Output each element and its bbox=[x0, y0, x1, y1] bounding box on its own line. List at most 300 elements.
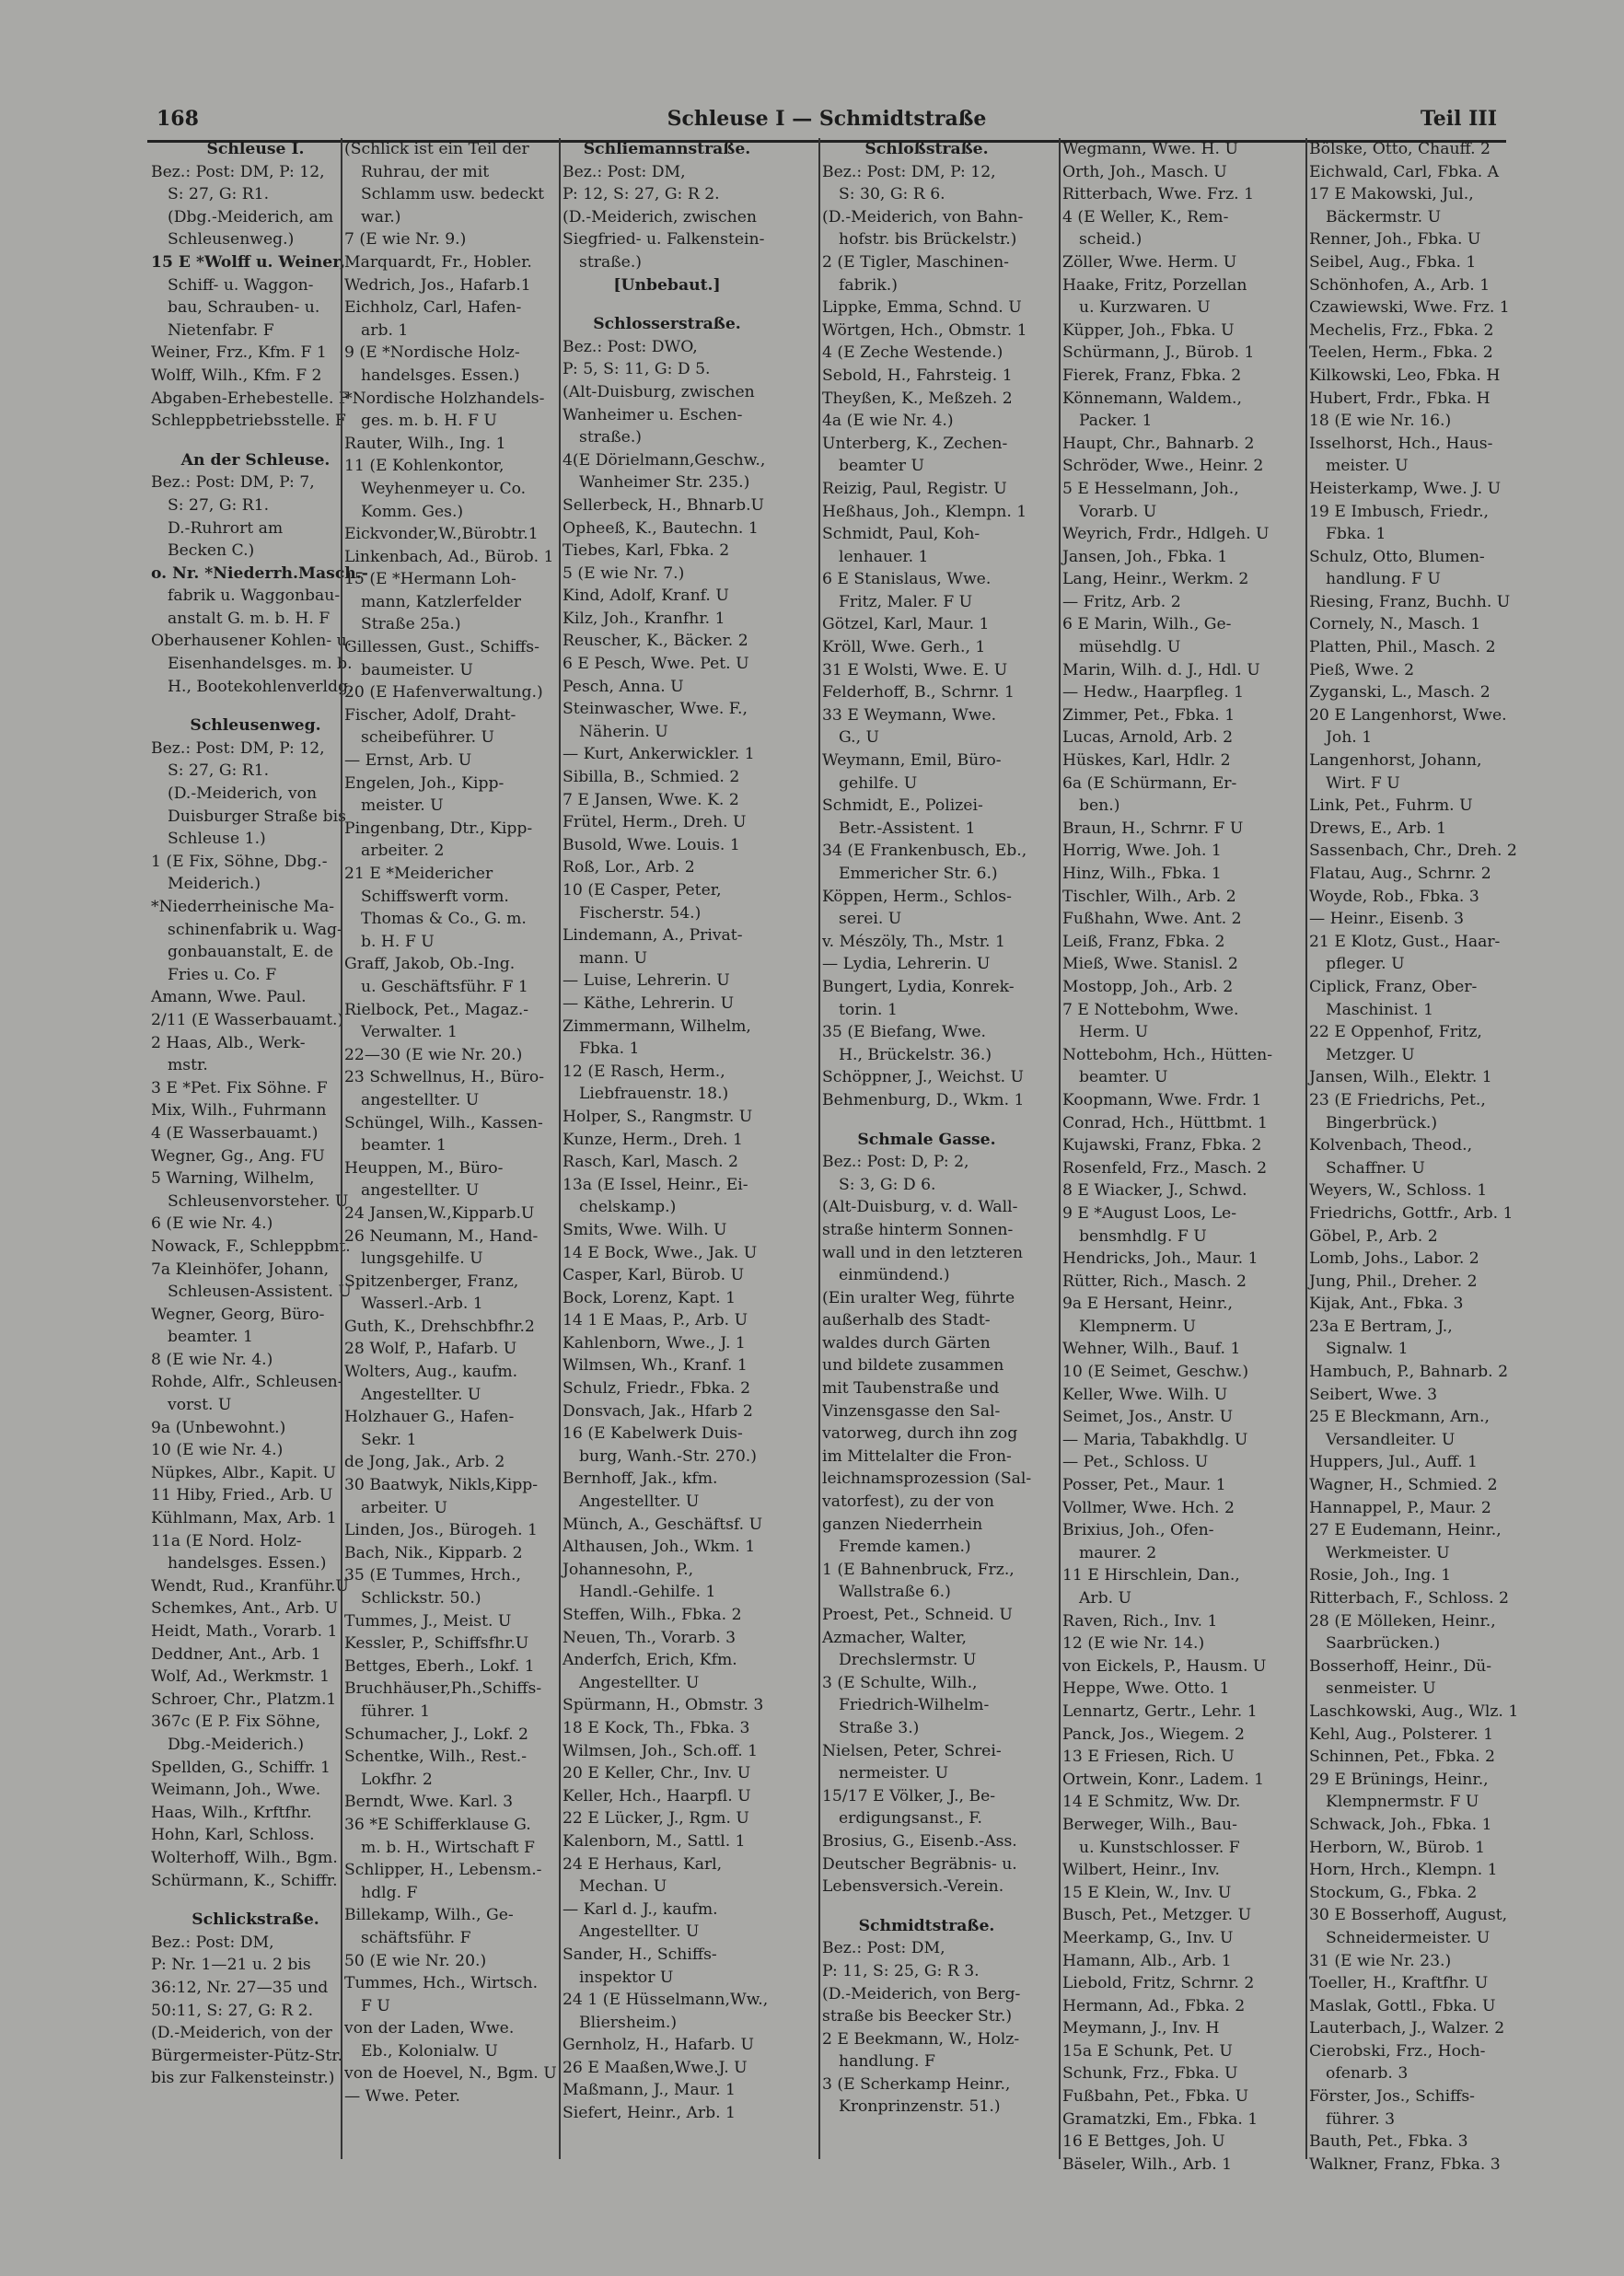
entry-line: fabrik u. Waggonbau- bbox=[168, 586, 341, 606]
entry-line: von de Hoevel, N., Bgm. U bbox=[344, 2064, 557, 2084]
entry-line: Hamann, Alb., Arb. 1 bbox=[1062, 1951, 1232, 1970]
entry-line: Verwalter. 1 bbox=[361, 1023, 458, 1042]
entry-line: Signalw. 1 bbox=[1326, 1340, 1409, 1359]
entry-line: Bungert, Lydia, Konrek- bbox=[822, 977, 1015, 996]
entry-line: Linden, Jos., Bürogeh. 1 bbox=[344, 1521, 538, 1540]
entry-line: maurer. 2 bbox=[1079, 1543, 1157, 1562]
entry-line: Reuscher, K., Bäcker. 2 bbox=[563, 632, 748, 651]
entry-line: einmündend.) bbox=[839, 1266, 950, 1285]
entry-line: Lang, Heinr., Werkm. 2 bbox=[1062, 570, 1249, 589]
entry-line: Johannesohn, P., bbox=[563, 1560, 694, 1579]
entry-line: Hermann, Ad., Fbka. 2 bbox=[1062, 1996, 1246, 2015]
entry-line: 21 E *Meidericher bbox=[344, 865, 493, 883]
entry-line: Schiff- u. Waggon- bbox=[168, 275, 314, 295]
entry-line: Pieß, Wwe. 2 bbox=[1309, 660, 1415, 679]
entry-line: 11 (E Kohlenkontor, bbox=[344, 457, 505, 476]
entry-line: Bettges, Eberh., Lokf. 1 bbox=[344, 1656, 535, 1676]
entry-line: Angestellter. U bbox=[579, 1492, 700, 1512]
entry-line: serei. U bbox=[839, 910, 902, 929]
entry-line: 36 *E Schifferklause G. bbox=[344, 1815, 531, 1834]
entry-line: Walkner, Franz, Fbka. 3 bbox=[1309, 2154, 1501, 2174]
column-5 bbox=[1059, 138, 1275, 2174]
entry-line: 15 E Klein, W., Inv. U bbox=[1062, 1883, 1232, 1902]
entry-line: arbeiter. 2 bbox=[361, 842, 445, 861]
entry-line: Abgaben-Erhebestelle. F bbox=[151, 389, 350, 408]
entry-line: Deutscher Begräbnis- u. bbox=[822, 1854, 1017, 1874]
entry-line: Mix, Wilh., Fuhrmann bbox=[151, 1101, 327, 1121]
entry-line: 12 (E Rasch, Herm., bbox=[563, 1062, 725, 1081]
entry-line: 14 E Schmitz, Ww. Dr. bbox=[1062, 1793, 1241, 1812]
entry-line: Mechelis, Frz., Fbka. 2 bbox=[1309, 320, 1494, 340]
entry-line: 6 E Marin, Wilh., Ge- bbox=[1062, 615, 1232, 634]
entry-line: Weyrich, Frdr., Hdlgeh. U bbox=[1062, 525, 1270, 544]
entry-line: Wilbert, Heinr., Inv. bbox=[1062, 1861, 1221, 1880]
entry-line: senmeister. U bbox=[1326, 1679, 1436, 1699]
entry-line: erdigungsanst., F. bbox=[839, 1809, 982, 1829]
entry-line: Angestellter. U bbox=[361, 1385, 481, 1404]
entry-line: angestellter. U bbox=[361, 1090, 480, 1109]
entry-line: Pingenbang, Dtr., Kipp- bbox=[344, 819, 533, 838]
entry-line: Klempnermstr. F U bbox=[1326, 1793, 1479, 1812]
entry-line: beamter. U bbox=[1079, 1068, 1168, 1087]
entry-line: Seimet, Jos., Anstr. U bbox=[1062, 1408, 1234, 1427]
entry-line: 26 Neumann, M., Hand- bbox=[344, 1226, 539, 1246]
entry-line: Nielsen, Peter, Schrei- bbox=[822, 1741, 1002, 1760]
entry-line: Meerkamp, G., Inv. U bbox=[1062, 1928, 1234, 1947]
entry-line: Linkenbach, Ad., Bürob. 1 bbox=[344, 547, 554, 566]
entry-line: handlung. F U bbox=[1326, 570, 1441, 589]
entry-line: — Lydia, Lehrerin. U bbox=[822, 955, 991, 974]
entry-line: 16 E Bettges, Joh. U bbox=[1062, 2132, 1225, 2152]
entry-line: Becken C.) bbox=[168, 541, 255, 561]
entry-line: 15a E Schunk, Pet. U bbox=[1062, 2041, 1233, 2061]
entry-line: Fischerstr. 54.) bbox=[579, 903, 702, 923]
entry-line: Cornely, N., Masch. 1 bbox=[1309, 615, 1481, 634]
entry-line: schäftsführ. F bbox=[361, 1928, 471, 1947]
entry-line: Klempnerm. U bbox=[1079, 1317, 1196, 1336]
entry-line: Bingerbrück.) bbox=[1326, 1113, 1438, 1132]
entry-line: Dbg.-Meiderich.) bbox=[168, 1735, 305, 1754]
entry-line: Wagner, H., Schmied. 2 bbox=[1309, 1476, 1498, 1495]
entry-line: Conrad, Hch., Hüttbmt. 1 bbox=[1062, 1113, 1268, 1132]
entry-line: mit Taubenstraße und bbox=[822, 1379, 1000, 1399]
entry-line: Pesch, Anna. U bbox=[563, 677, 684, 696]
entry-line: — Luise, Lehrerin. U bbox=[563, 971, 730, 991]
entry-line: Holper, S., Rangmstr. U bbox=[563, 1107, 753, 1126]
entry-line: Rauter, Wilh., Ing. 1 bbox=[344, 434, 506, 453]
entry-line: Posser, Pet., Maur. 1 bbox=[1062, 1476, 1226, 1495]
entry-line: 18 (E wie Nr. 16.) bbox=[1309, 412, 1452, 431]
entry-line: Ruhrau, der mit bbox=[361, 162, 490, 181]
entry-line: straße.) bbox=[579, 252, 643, 272]
entry-line: 5 Warning, Wilhelm, bbox=[151, 1169, 315, 1189]
entry-line: 11 Hiby, Fried., Arb. U bbox=[151, 1486, 333, 1505]
entry-line: Münch, A., Geschäftsf. U bbox=[563, 1515, 763, 1534]
entry-line: 3 (E Scherkamp Heinr., bbox=[822, 2074, 1011, 2094]
entry-line: 15/17 E Völker, J., Be- bbox=[822, 1786, 996, 1806]
entry-line: Weyers, W., Schloss. 1 bbox=[1309, 1181, 1488, 1201]
entry-line: (D.-Meiderich, zwischen bbox=[563, 207, 757, 226]
entry-line: straße.) bbox=[579, 428, 643, 447]
entry-line: Schönhofen, A., Arb. 1 bbox=[1309, 275, 1491, 295]
entry-line: Kijak, Ant., Fbka. 3 bbox=[1309, 1295, 1464, 1314]
entry-line: Jansen, Wilh., Elektr. 1 bbox=[1309, 1068, 1492, 1087]
entry-line: Steinwascher, Wwe. F., bbox=[563, 700, 748, 719]
entry-line: Lindemann, A., Privat- bbox=[563, 926, 743, 946]
entry-line: Eichholz, Carl, Hafen- bbox=[344, 298, 522, 318]
entry-line: Schöppner, J., Weichst. U bbox=[822, 1068, 1025, 1087]
entry-line: handelsges. Essen.) bbox=[361, 366, 520, 385]
entry-line: Link, Pet., Fuhrm. U bbox=[1309, 796, 1473, 816]
entry-line: — Hedw., Haarpfleg. 1 bbox=[1062, 683, 1245, 703]
entry-line: Oberhausener Kohlen- u. bbox=[151, 632, 353, 651]
entry-line: D.-Ruhrort am bbox=[168, 518, 284, 538]
entry-line: S: 30, G: R 6. bbox=[839, 185, 945, 204]
entry-line: Bez.: Post: DM, P: 12, bbox=[151, 738, 325, 758]
entry-line: Brixius, Joh., Ofen- bbox=[1062, 1521, 1214, 1540]
entry-line: 33 E Weymann, Wwe. bbox=[822, 705, 997, 725]
entry-line: P: 5, S: 11, G: D 5. bbox=[563, 360, 711, 379]
entry-line: Ritterbach, Wwe. Frz. 1 bbox=[1062, 185, 1255, 204]
entry-line: Theyßen, K., Meßzeh. 2 bbox=[822, 389, 1013, 408]
entry-line: Zimmermann, Wilhelm, bbox=[563, 1016, 751, 1036]
entry-line: 15 E *Wolff u. Weiner, bbox=[151, 252, 346, 272]
entry-line: — Ernst, Arb. U bbox=[344, 751, 472, 771]
entry-line: 4 (E Zeche Westende.) bbox=[822, 343, 1003, 363]
entry-line: Marin, Wilh. d. J., Hdl. U bbox=[1062, 660, 1260, 679]
entry-line: Huppers, Jul., Auff. 1 bbox=[1309, 1453, 1478, 1472]
entry-line: Kahlenborn, Wwe., J. 1 bbox=[563, 1333, 746, 1353]
entry-line: Kessler, P., Schiffsfhr.U bbox=[344, 1634, 529, 1654]
entry-line: 22 E Oppenhof, Fritz, bbox=[1309, 1023, 1482, 1042]
entry-line: Bez.: Post: DWO, bbox=[563, 337, 698, 356]
entry-line: Brosius, G., Eisenb.-Ass. bbox=[822, 1831, 1017, 1851]
entry-line: Emmericher Str. 6.) bbox=[839, 865, 998, 883]
entry-line: Duisburger Straße bis bbox=[168, 807, 346, 826]
column-6 bbox=[1305, 138, 1522, 2174]
entry-line: Marquardt, Fr., Hobler. bbox=[344, 252, 532, 272]
column-2 bbox=[341, 138, 557, 2159]
entry-line: Wolf, Ad., Werkmstr. 1 bbox=[151, 1667, 331, 1687]
entry-line: — Fritz, Arb. 2 bbox=[1062, 592, 1181, 611]
entry-line: Wegmann, Wwe. H. U bbox=[1062, 140, 1238, 158]
entry-line: Wörtgen, Hch., Obmstr. 1 bbox=[822, 320, 1027, 340]
entry-line: Bez.: Post: DM, P: 12, bbox=[822, 162, 996, 181]
entry-line: 5 E Hesselmann, Joh., bbox=[1062, 479, 1239, 498]
entry-line: (D.-Meiderich, von Berg- bbox=[822, 1984, 1021, 2003]
entry-line: 10 (E Seimet, Geschw.) bbox=[1062, 1363, 1249, 1382]
entry-line: Lippke, Emma, Schnd. U bbox=[822, 298, 1022, 318]
entry-line: 35 (E Biefang, Wwe. bbox=[822, 1023, 986, 1042]
entry-line: v. Mészöly, Th., Mstr. 1 bbox=[822, 932, 1005, 951]
street-heading: [Unbebaut.] bbox=[613, 275, 721, 295]
entry-line: Teelen, Herm., Fbka. 2 bbox=[1309, 343, 1493, 363]
entry-line: 21 E Klotz, Gust., Haar- bbox=[1309, 932, 1501, 951]
entry-line: Liebold, Fritz, Schrnr. 2 bbox=[1062, 1974, 1255, 1993]
entry-line: von der Laden, Wwe. bbox=[344, 2019, 515, 2038]
entry-line: Seibel, Aug., Fbka. 1 bbox=[1309, 252, 1477, 272]
entry-line: wall und in den letzteren bbox=[822, 1243, 1023, 1262]
entry-line: Bock, Lorenz, Kapt. 1 bbox=[563, 1288, 737, 1307]
entry-line: leichnamsprozession (Sal- bbox=[822, 1469, 1032, 1489]
entry-line: ben.) bbox=[1079, 796, 1120, 816]
entry-line: Lennartz, Gertr., Lehr. 1 bbox=[1062, 1701, 1258, 1721]
entry-line: und bildete zusammen bbox=[822, 1356, 1004, 1376]
entry-line: Joh. 1 bbox=[1326, 728, 1373, 748]
entry-line: Lokfhr. 2 bbox=[361, 1770, 433, 1789]
entry-line: handelsges. Essen.) bbox=[168, 1554, 327, 1573]
entry-line: Schmidt, Paul, Koh- bbox=[822, 525, 980, 544]
entry-line: b. H. F U bbox=[361, 932, 435, 951]
entry-line: Lauterbach, J., Walzer. 2 bbox=[1309, 2019, 1505, 2038]
entry-line: Fierek, Franz, Fbka. 2 bbox=[1062, 366, 1242, 385]
entry-line: 50 (E wie Nr. 20.) bbox=[344, 1951, 487, 1970]
entry-line: baumeister. U bbox=[361, 660, 473, 679]
entry-line: Horn, Hrch., Klempn. 1 bbox=[1309, 1861, 1498, 1880]
entry-line: 9 (E *Nordische Holz- bbox=[344, 343, 520, 363]
entry-line: Jung, Phil., Dreher. 2 bbox=[1309, 1272, 1478, 1291]
entry-line: Frütel, Herm., Dreh. U bbox=[563, 813, 747, 832]
entry-line: scheid.) bbox=[1079, 230, 1143, 250]
street-heading: Schlosserstraße. bbox=[593, 315, 741, 334]
entry-line: Rasch, Karl, Masch. 2 bbox=[563, 1153, 738, 1172]
entry-line: Smits, Wwe. Wilh. U bbox=[563, 1220, 727, 1239]
street-heading: Schlickstraße. bbox=[191, 1910, 319, 1930]
entry-line: 24 E Herhaus, Karl, bbox=[563, 1854, 723, 1874]
entry-line: Spürmann, H., Obmstr. 3 bbox=[563, 1696, 764, 1715]
entry-line: 34 (E Frankenbusch, Eb., bbox=[822, 842, 1027, 861]
entry-line: 4 (E Wasserbauamt.) bbox=[151, 1123, 319, 1143]
entry-line: Heßhaus, Joh., Klempn. 1 bbox=[822, 502, 1027, 521]
entry-line: Thomas & Co., G. m. bbox=[361, 910, 527, 929]
entry-line: Weiner, Frz., Kfm. F 1 bbox=[151, 343, 327, 363]
entry-line: m. b. H., Wirtschaft F bbox=[361, 1838, 535, 1857]
entry-line: 20 (E Hafenverwaltung.) bbox=[344, 683, 543, 703]
entry-line: beamter. 1 bbox=[168, 1328, 253, 1347]
entry-line: meister. U bbox=[361, 796, 444, 816]
entry-line: Göbel, P., Arb. 2 bbox=[1309, 1226, 1438, 1246]
entry-line: straße hinterm Sonnen- bbox=[822, 1220, 1014, 1239]
entry-line: Schentke, Wilh., Rest.- bbox=[344, 1748, 528, 1767]
entry-line: torin. 1 bbox=[839, 1000, 898, 1019]
entry-line: gonbauanstalt, E. de bbox=[168, 943, 334, 962]
entry-line: 25 E Bleckmann, Arn., bbox=[1309, 1408, 1490, 1427]
entry-line: Friedrich-Wilhelm- bbox=[839, 1696, 990, 1715]
entry-line: Fremde kamen.) bbox=[839, 1538, 971, 1557]
entry-line: 23 (E Friedrichs, Pet., bbox=[1309, 1090, 1486, 1109]
entry-line: Saarbrücken.) bbox=[1326, 1634, 1441, 1654]
entry-line: Fußbahn, Pet., Fbka. U bbox=[1062, 2087, 1249, 2107]
entry-line: Kujawski, Franz, Fbka. 2 bbox=[1062, 1136, 1262, 1155]
entry-line: Proest, Pet., Schneid. U bbox=[822, 1606, 1013, 1624]
entry-line: Roß, Lor., Arb. 2 bbox=[563, 858, 695, 877]
entry-line: Küpper, Joh., Fbka. U bbox=[1062, 320, 1235, 340]
entry-line: Wolters, Aug., kaufm. bbox=[344, 1363, 518, 1382]
entry-line: Maschinist. 1 bbox=[1326, 1000, 1434, 1019]
entry-line: Kilz, Joh., Kranfhr. 1 bbox=[563, 609, 725, 628]
entry-line: Nottebohm, Hch., Hütten- bbox=[1062, 1045, 1273, 1064]
entry-line: Maßmann, J., Maur. 1 bbox=[563, 2081, 736, 2100]
entry-line: Schinnen, Pet., Fbka. 2 bbox=[1309, 1748, 1495, 1767]
entry-line: Braun, H., Schrnr. F U bbox=[1062, 819, 1244, 838]
entry-line: Eisenhandelsges. m. b. bbox=[168, 655, 353, 674]
entry-line: Schlipper, H., Lebensm.- bbox=[344, 1861, 542, 1880]
entry-line: S: 3, G: D 6. bbox=[839, 1175, 936, 1194]
entry-line: Weymann, Emil, Büro- bbox=[822, 751, 1002, 771]
entry-line: 23a E Bertram, J., bbox=[1309, 1317, 1453, 1336]
entry-line: u. Kurzwaren. U bbox=[1079, 298, 1211, 318]
entry-line: 13 E Friesen, Rich. U bbox=[1062, 1748, 1235, 1767]
entry-line: *Nordische Holzhandels- bbox=[344, 389, 545, 408]
entry-line: — Wwe. Peter. bbox=[344, 2087, 460, 2107]
entry-line: S: 27, G: R1. bbox=[168, 761, 270, 781]
entry-line: 27 E Eudemann, Heinr., bbox=[1309, 1521, 1502, 1540]
entry-line: Laschkowski, Aug., Wlz. 1 bbox=[1309, 1701, 1519, 1721]
entry-line: Wendt, Rud., Kranführ.U bbox=[151, 1576, 349, 1596]
entry-line: Heuppen, M., Büro- bbox=[344, 1158, 504, 1178]
entry-line: 2 E Beekmann, W., Holz- bbox=[822, 2029, 1020, 2049]
entry-line: Gillessen, Gust., Schiffs- bbox=[344, 638, 539, 657]
entry-line: (Alt-Duisburg, v. d. Wall- bbox=[822, 1198, 1018, 1217]
spacer bbox=[822, 1112, 1031, 1129]
entry-line: Rosenfeld, Frz., Masch. 2 bbox=[1062, 1158, 1268, 1178]
entry-line: 15 (E *Hermann Loh- bbox=[344, 570, 516, 589]
entry-line: H., Bootekohlenverldg. bbox=[168, 677, 354, 696]
entry-line: Casper, Karl, Bürob. U bbox=[563, 1266, 745, 1285]
entry-line: Kronprinzenstr. 51.) bbox=[839, 2097, 1001, 2117]
street-heading: Schliemannstraße. bbox=[583, 140, 751, 158]
entry-line: Arb. U bbox=[1079, 1589, 1132, 1608]
entry-line: Lebensversich.-Verein. bbox=[822, 1877, 1004, 1897]
entry-line: Horrig, Wwe. Joh. 1 bbox=[1062, 842, 1222, 861]
entry-line: 11a (E Nord. Holz- bbox=[151, 1531, 302, 1550]
entry-line: 4(E Dörielmann,Geschw., bbox=[563, 450, 766, 470]
entry-line: Mieß, Wwe. Stanisl. 2 bbox=[1062, 955, 1238, 974]
entry-line: 1 (E Fix, Söhne, Dbg.- bbox=[151, 852, 328, 871]
entry-line: Heisterkamp, Wwe. J. U bbox=[1309, 479, 1502, 498]
entry-line: Tummes, J., Meist. U bbox=[344, 1611, 512, 1631]
entry-line: Nowack, F., Schleppbmt. bbox=[151, 1237, 351, 1256]
entry-line: — Pet., Schloss. U bbox=[1062, 1453, 1209, 1472]
entry-line: Ortwein, Konr., Ladem. 1 bbox=[1062, 1770, 1265, 1789]
entry-line: 7a Kleinhöfer, Johann, bbox=[151, 1260, 330, 1279]
entry-line: Schleusenweg.) bbox=[168, 230, 295, 250]
entry-line: Wilmsen, Wh., Kranf. 1 bbox=[563, 1356, 748, 1376]
entry-line: Hendricks, Joh., Maur. 1 bbox=[1062, 1249, 1259, 1269]
entry-line: Jansen, Joh., Fbka. 1 bbox=[1062, 547, 1228, 566]
entry-line: Azmacher, Walter, bbox=[822, 1628, 967, 1647]
entry-line: Sibilla, B., Schmied. 2 bbox=[563, 768, 740, 787]
entry-line: Sellerbeck, H., Bhnarb.U bbox=[563, 495, 765, 515]
entry-line: Gramatzki, Em., Fbka. 1 bbox=[1062, 2109, 1259, 2129]
entry-line: Wanheimer Str. 235.) bbox=[579, 473, 750, 493]
entry-line: Flatau, Aug., Schrnr. 2 bbox=[1309, 865, 1491, 883]
entry-line: Tischler, Wilh., Arb. 2 bbox=[1062, 887, 1236, 906]
entry-line: Donsvach, Jak., Hfarb 2 bbox=[563, 1401, 753, 1421]
entry-line: Weyhenmeyer u. Co. bbox=[361, 479, 527, 498]
entry-line: Czawiewski, Wwe. Frz. 1 bbox=[1309, 298, 1510, 318]
entry-line: 31 E Wolsti, Wwe. E. U bbox=[822, 660, 1008, 679]
entry-line: 22 E Lücker, J., Rgm. U bbox=[563, 1809, 749, 1829]
entry-line: Hohn, Karl, Schloss. bbox=[151, 1826, 315, 1845]
entry-line: im Mittelalter die Fron- bbox=[822, 1446, 1012, 1466]
entry-line: (Ein uralter Weg, führte bbox=[822, 1288, 1015, 1307]
entry-line: handlung. F bbox=[839, 2052, 935, 2072]
entry-line: Hubert, Frdr., Fbka. H bbox=[1309, 389, 1491, 408]
entry-line: Hinz, Wilh., Fbka. 1 bbox=[1062, 865, 1222, 883]
entry-line: Bäseler, Wilh., Arb. 1 bbox=[1062, 2154, 1233, 2174]
spacer bbox=[151, 698, 360, 714]
entry-line: (D.-Meiderich, von Bahn- bbox=[822, 207, 1024, 226]
entry-line: Siegfried- u. Falkenstein- bbox=[563, 230, 765, 250]
entry-line: 10 (E Casper, Peter, bbox=[563, 881, 722, 900]
entry-line: F U bbox=[361, 1996, 390, 2015]
street-heading: Schmale Gasse. bbox=[857, 1130, 996, 1149]
entry-line: 29 E Brünings, Heinr., bbox=[1309, 1770, 1489, 1789]
entry-line: Packer. 1 bbox=[1079, 412, 1153, 431]
entry-line: 14 E Bock, Wwe., Jak. U bbox=[563, 1243, 758, 1262]
entry-line: Könnemann, Waldem., bbox=[1062, 389, 1242, 408]
entry-line: Ritterbach, F., Schloss. 2 bbox=[1309, 1589, 1509, 1608]
entry-line: Berweger, Wilh., Bau- bbox=[1062, 1815, 1237, 1834]
entry-line: Wegner, Georg, Büro- bbox=[151, 1305, 325, 1324]
entry-line: Schleuse 1.) bbox=[168, 830, 266, 849]
entry-line: Woyde, Rob., Fbka. 3 bbox=[1309, 887, 1479, 906]
entry-line: Maslak, Gottl., Fbka. U bbox=[1309, 1996, 1496, 2015]
entry-line: war.) bbox=[361, 207, 401, 226]
entry-line: Bliersheim.) bbox=[579, 2013, 678, 2032]
entry-line: (D.-Meiderich, von der bbox=[151, 2024, 332, 2043]
entry-line: 28 (E Mölleken, Heinr., bbox=[1309, 1611, 1496, 1631]
page-header bbox=[147, 103, 1506, 143]
entry-line: 14 1 E Maas, P., Arb. U bbox=[563, 1311, 748, 1330]
street-heading: Schleusenweg. bbox=[190, 716, 321, 736]
entry-line: Haupt, Chr., Bahnarb. 2 bbox=[1062, 434, 1255, 453]
entry-line: Schürmann, K., Schiffr. bbox=[151, 1871, 338, 1890]
entry-line: Eickvonder,W.,Bürobtr.1 bbox=[344, 525, 539, 544]
entry-line: Bosserhoff, Heinr., Dü- bbox=[1309, 1656, 1492, 1676]
entry-line: Rütter, Rich., Masch. 2 bbox=[1062, 1272, 1247, 1291]
entry-line: 24 1 (E Hüsselmann,Ww., bbox=[563, 1991, 769, 2010]
entry-line: P: Nr. 1—21 u. 2 bis bbox=[151, 1956, 311, 1975]
entry-line: Schleusen-Assistent. U bbox=[168, 1283, 352, 1302]
entry-line: Busold, Wwe. Louis. 1 bbox=[563, 835, 740, 854]
entry-line: G., U bbox=[839, 728, 879, 748]
entry-line: — Maria, Tabakhdlg. U bbox=[1062, 1430, 1248, 1449]
entry-line: Bernhoff, Jak., kfm. bbox=[563, 1469, 718, 1489]
entry-line: 18 E Kock, Th., Fbka. 3 bbox=[563, 1718, 750, 1737]
entry-line: Kunze, Herm., Dreh. 1 bbox=[563, 1130, 743, 1149]
entry-line: P: 11, S: 25, G: R 3. bbox=[822, 1961, 980, 1980]
entry-line: Panck, Jos., Wiegem. 2 bbox=[1062, 1724, 1245, 1744]
entry-line: Steffen, Wilh., Fbka. 2 bbox=[563, 1606, 742, 1624]
entry-line: 7 E Jansen, Wwe. K. 2 bbox=[563, 790, 739, 809]
entry-line: 31 (E wie Nr. 23.) bbox=[1309, 1951, 1452, 1970]
entry-line: Nüpkes, Albr., Kapit. U bbox=[151, 1463, 336, 1482]
spacer bbox=[563, 296, 771, 313]
entry-line: Leiß, Franz, Fbka. 2 bbox=[1062, 932, 1225, 951]
entry-line: Schunk, Frz., Fbka. U bbox=[1062, 2064, 1238, 2084]
entry-line: Haas, Wilh., Krftfhr. bbox=[151, 1803, 312, 1822]
entry-line: Kühlmann, Max, Arb. 1 bbox=[151, 1509, 337, 1528]
entry-line: Kind, Adolf, Kranf. U bbox=[563, 586, 729, 606]
entry-line: burg, Wanh.-Str. 270.) bbox=[579, 1446, 757, 1466]
page-number: 168 bbox=[157, 107, 199, 131]
entry-line: Bez.: Post: DM, bbox=[151, 1933, 274, 1952]
entry-line: lungsgehilfe. U bbox=[361, 1249, 483, 1269]
entry-line: führer. 3 bbox=[1326, 2109, 1396, 2129]
entry-line: gehilfe. U bbox=[839, 773, 918, 793]
